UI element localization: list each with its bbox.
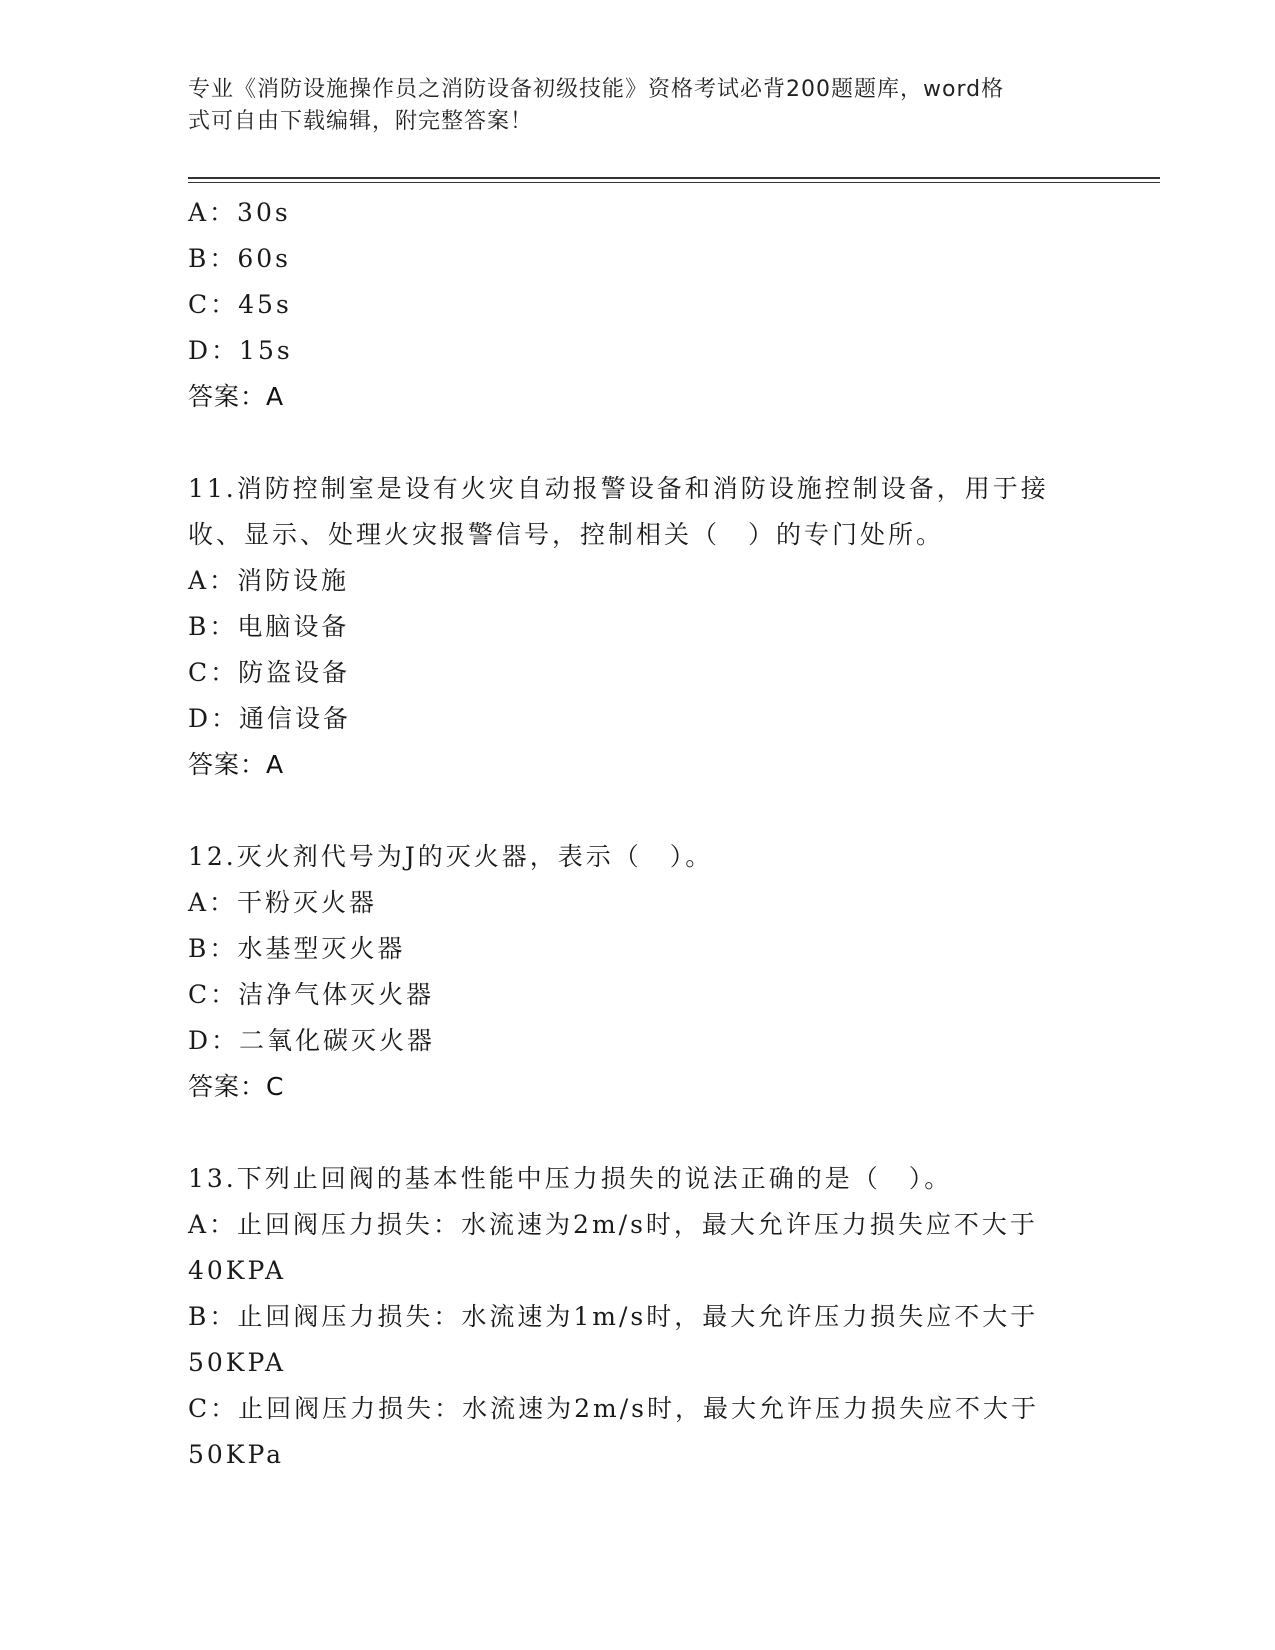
header-line-1: 专业《消防设施操作员之消防设备初级技能》资格考试必背200题题库，word格 (188, 77, 1005, 102)
header-line-2: 式可自由下载编辑，附完整答案！ (188, 109, 534, 134)
block-spacer (188, 420, 1088, 466)
question-block-12 (188, 834, 1088, 1110)
question-text-cont: 收、显示、处理火灾报警信号，控制相关（ ）的专门处所。 (188, 520, 945, 549)
option-c-cont: 50KPa (188, 1440, 285, 1469)
question-text: 12.灭火剂代号为J的灭火器，表示（ ）。 (188, 842, 714, 871)
header-divider-thin (188, 182, 1160, 183)
option-a: A：30s (188, 198, 291, 227)
option-c: C：止回阀压力损失：水流速为2m/s时，最大允许压力损失应不大于 (188, 1394, 1039, 1423)
option-b: B：水基型灭火器 (188, 934, 406, 963)
question-text: 11.消防控制室是设有火灾自动报警设备和消防设施控制设备，用于接 (188, 474, 1049, 503)
question-block-13 (188, 1156, 1088, 1478)
question-block-10 (188, 190, 1088, 420)
option-d: D：15s (188, 336, 293, 365)
option-b-cont: 50KPA (188, 1348, 287, 1377)
option-c: C：45s (188, 290, 292, 319)
option-a: A：止回阀压力损失：水流速为2m/s时，最大允许压力损失应不大于 (188, 1210, 1038, 1239)
answer-line: 答案：C (188, 1072, 285, 1101)
page-header (188, 74, 1088, 138)
option-c: C：防盗设备 (188, 658, 351, 687)
option-d: D：通信设备 (188, 704, 352, 733)
question-text: 13.下列止回阀的基本性能中压力损失的说法正确的是（ ）。 (188, 1164, 953, 1193)
answer-line: 答案：A (188, 382, 285, 411)
question-block-11 (188, 466, 1088, 788)
option-a-cont: 40KPA (188, 1256, 287, 1285)
option-a: A：干粉灭火器 (188, 888, 378, 917)
question-content (188, 190, 1088, 1478)
option-b: B：电脑设备 (188, 612, 350, 641)
option-b: B：止回阀压力损失：水流速为1m/s时，最大允许压力损失应不大于 (188, 1302, 1039, 1331)
answer-line: 答案：A (188, 750, 285, 779)
header-divider-thick (188, 177, 1160, 179)
option-d: D：二氧化碳灭火器 (188, 1026, 436, 1055)
option-a: A：消防设施 (188, 566, 350, 595)
option-b: B：60s (188, 244, 292, 273)
block-spacer (188, 1110, 1088, 1156)
option-c: C：洁净气体灭火器 (188, 980, 435, 1009)
block-spacer (188, 788, 1088, 834)
